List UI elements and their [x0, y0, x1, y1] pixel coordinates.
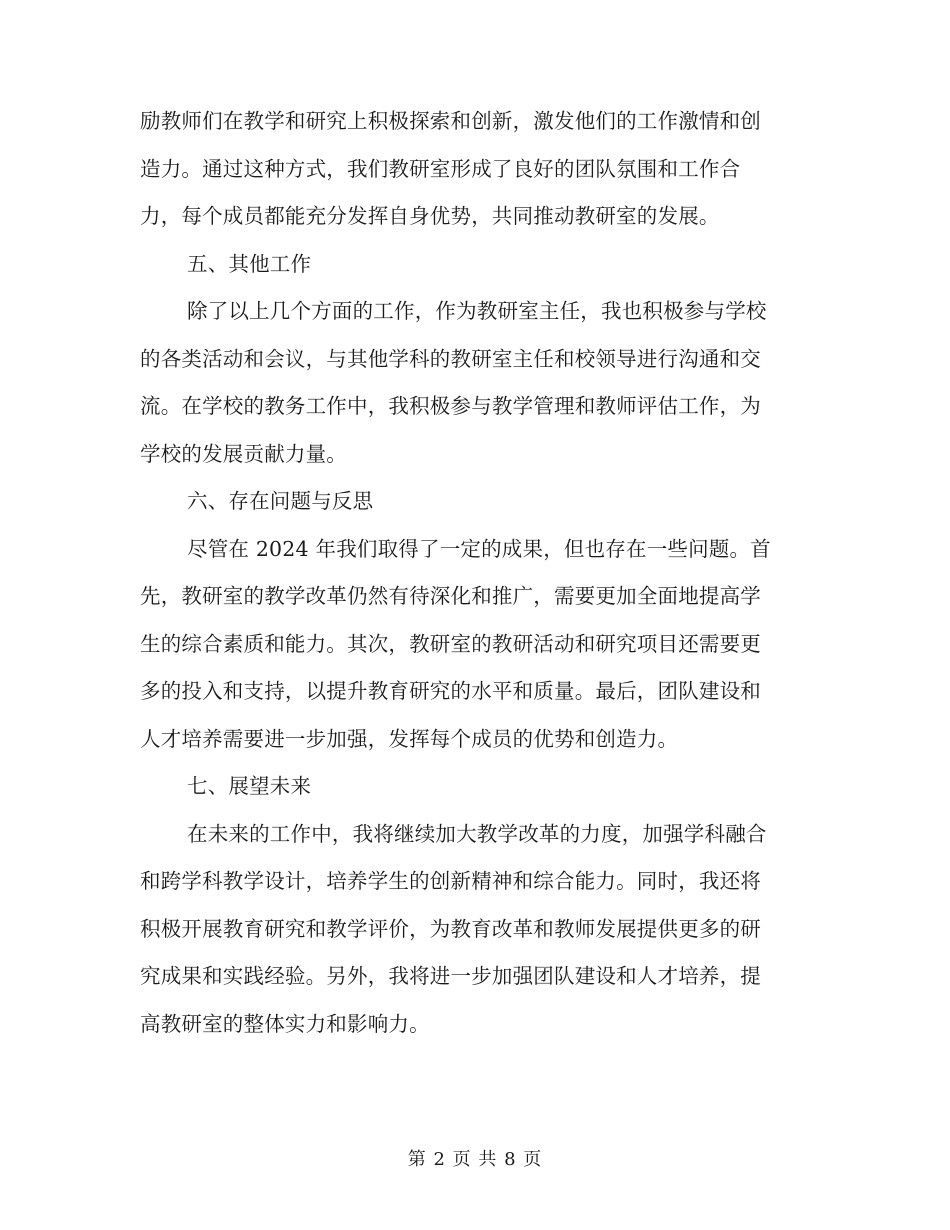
document-body	[140, 98, 800, 1048]
paragraph-line: 人才培养需要进一步加强，发挥每个成员的优势和创造力。	[140, 726, 679, 751]
paragraph-line: 生的综合素质和能力。其次，教研室的教研活动和研究项目还需要更	[140, 631, 761, 656]
paragraph-line: 高教研室的整体实力和影响力。	[140, 1011, 430, 1036]
paragraph-line: 励教师们在教学和研究上积极探索和创新，激发他们的工作激情和创	[140, 109, 761, 133]
paragraph-line: 造力。通过这种方式，我们教研室形成了良好的团队氛围和工作合	[140, 156, 741, 181]
paragraph-line: 尽管在 2024 年我们取得了一定的成果，但也存在一些问题。首	[187, 536, 771, 561]
page-number-footer: 第 2 页 共 8 页	[407, 1149, 543, 1170]
paragraph-line: 的各类活动和会议，与其他学科的教研室主任和校领导进行沟通和交	[140, 346, 761, 371]
section-heading-other-work: 五、其他工作	[187, 251, 312, 276]
paragraph-line: 究成果和实践经验。另外，我将进一步加强团队建设和人才培养，提	[140, 964, 761, 988]
paragraph-line: 和跨学科教学设计，培养学生的创新精神和综合能力。同时，我还将	[140, 869, 761, 893]
paragraph-line: 学校的发展贡献力量。	[140, 441, 347, 466]
section-heading-outlook: 七、展望未来	[187, 774, 312, 798]
paragraph-line: 先，教研室的教学改革仍然有待深化和推广，需要更加全面地提高学	[140, 584, 761, 608]
section-heading-problems-reflection: 六、存在问题与反思	[187, 489, 374, 513]
paragraph-line: 在未来的工作中，我将继续加大教学改革的力度，加强学科融合	[187, 821, 767, 846]
paragraph-line: 流。在学校的教务工作中，我积极参与教学管理和教师评估工作，为	[140, 394, 761, 418]
paragraph-line: 积极开展教育研究和教学评价，为教育改革和教师发展提供更多的研	[140, 916, 761, 941]
paragraph-line: 多的投入和支持，以提升教育研究的水平和质量。最后，团队建设和	[140, 679, 761, 703]
paragraph-line: 除了以上几个方面的工作，作为教研室主任，我也积极参与学校	[187, 299, 767, 323]
paragraph-line: 力，每个成员都能充分发挥自身优势，共同推动教研室的发展。	[140, 204, 720, 228]
